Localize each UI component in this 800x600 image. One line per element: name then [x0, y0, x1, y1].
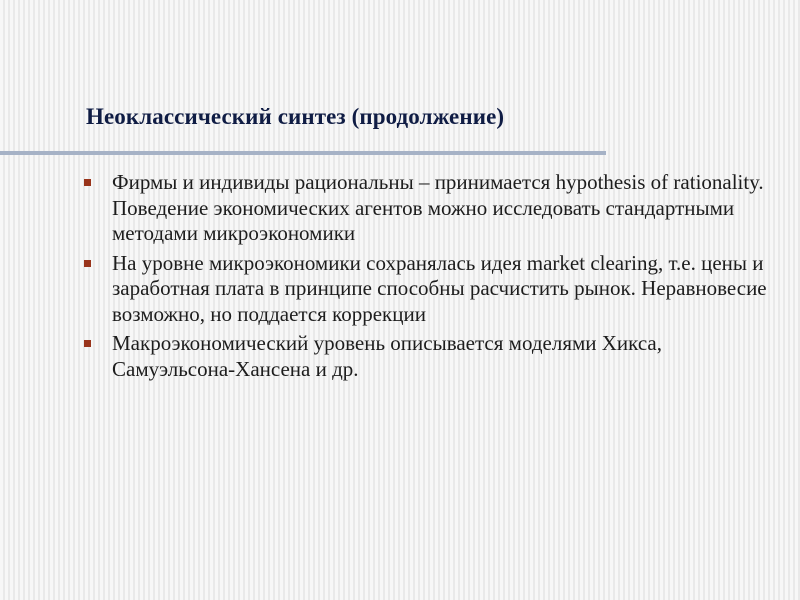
slide-title: Неоклассический синтез (продолжение) [86, 104, 505, 129]
title-underline [0, 151, 606, 155]
bullet-text: Фирмы и индивиды рациональны – принимается hypothesis of rationality. Поведение экономических агентов можно исследовать стандартными методами микроэкономики [112, 170, 764, 245]
square-bullet-icon [84, 340, 91, 347]
bullet-item-2 [84, 251, 774, 328]
bullet-item-1 [84, 170, 774, 247]
bullet-list [84, 170, 774, 386]
square-bullet-icon [84, 179, 91, 186]
bullet-text: На уровне микроэкономики сохранялась идея market clearing, т.е. цены и заработная плата в принципе способны расчистить рынок. Неравновесие возможно, но поддается коррекции [112, 250, 767, 326]
bullet-item-3 [84, 331, 774, 382]
bullet-text: Макроэкономический уровень описывается моделями Хикса, Самуэльсона-Хансена и др. [112, 331, 662, 381]
square-bullet-icon [84, 260, 91, 267]
